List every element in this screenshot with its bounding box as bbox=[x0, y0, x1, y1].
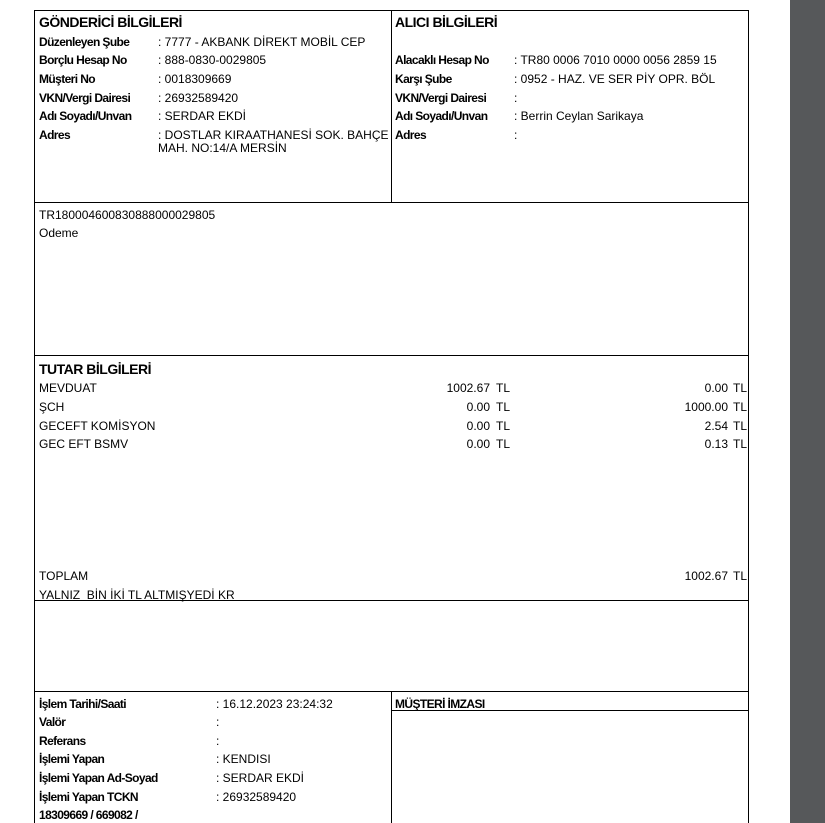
amount-debit-currency: TL bbox=[496, 400, 511, 414]
amount-item-name: MEVDUAT bbox=[39, 381, 97, 395]
header-column-divider bbox=[391, 10, 392, 202]
transaction-value: : KENDISI bbox=[216, 752, 271, 766]
amount-credit-value: 2.54 bbox=[704, 419, 728, 433]
sender-label: Adres bbox=[39, 128, 71, 142]
receiver-value: : TR80 0006 7010 0000 0056 2859 15 bbox=[514, 53, 717, 67]
frame-right-border bbox=[748, 10, 749, 823]
transaction-label: İşlemi Yapan bbox=[39, 752, 105, 766]
receiver-label: Adı Soyadı/Unvan bbox=[395, 109, 488, 123]
amount-item-name: GEC EFT BSMV bbox=[39, 437, 129, 451]
transaction-value: : bbox=[216, 715, 220, 729]
total-value: 1002.67 bbox=[684, 569, 728, 583]
description-bottom-border bbox=[34, 355, 749, 356]
transaction-value: : bbox=[216, 734, 220, 748]
sender-label: Müşteri No bbox=[39, 72, 96, 86]
amount-debit-value: 1002.67 bbox=[446, 381, 490, 395]
transaction-label: İşlemi Yapan TCKN bbox=[39, 790, 138, 804]
transaction-label: Valör bbox=[39, 715, 66, 729]
amount-credit-currency: TL bbox=[733, 381, 748, 395]
amount-debit-value: 0.00 bbox=[466, 419, 490, 433]
total-label: TOPLAM bbox=[39, 569, 89, 583]
amount-debit-value: 0.00 bbox=[466, 400, 490, 414]
amount-credit-currency: TL bbox=[733, 437, 748, 451]
total-in-words: YALNIZ BİN İKİ TL ALTMIŞYEDİ KR bbox=[39, 588, 235, 602]
total-currency: TL bbox=[733, 569, 748, 583]
receiver-label: VKN/Vergi Dairesi bbox=[395, 91, 487, 105]
sender-value: : 0018309669 bbox=[158, 72, 232, 86]
sender-value: : SERDAR EKDİ bbox=[158, 109, 247, 123]
amount-credit-value: 0.13 bbox=[704, 437, 728, 451]
amount-debit-value: 0.00 bbox=[466, 437, 490, 451]
amounts-section-title: TUTAR BİLGİLERİ bbox=[39, 361, 152, 377]
transaction-value: : 26932589420 bbox=[216, 790, 297, 804]
amount-item-name: GECEFT KOMİSYON bbox=[39, 419, 156, 433]
sender-label: VKN/Vergi Dairesi bbox=[39, 91, 131, 105]
receiver-label: Alacaklı Hesap No bbox=[395, 53, 489, 67]
receiver-label: Karşı Şube bbox=[395, 72, 452, 86]
amount-credit-currency: TL bbox=[733, 400, 748, 414]
receiver-value: : bbox=[514, 91, 518, 105]
sender-value: : 7777 - AKBANK DİREKT MOBİL CEP bbox=[158, 35, 366, 49]
header-bottom-border bbox=[34, 202, 749, 203]
sender-value: : 26932589420 bbox=[158, 91, 239, 105]
receiver-value: : bbox=[514, 128, 518, 142]
receiver-section-title: ALICI BİLGİLERİ bbox=[395, 14, 498, 30]
sender-section-title: GÖNDERİCİ BİLGİLERİ bbox=[39, 14, 182, 30]
sender-value: : 888-0830-0029805 bbox=[158, 53, 267, 67]
transaction-value: : 16.12.2023 23:24:32 bbox=[216, 697, 333, 711]
sender-address-line2: MAH. NO:14/A MERSİN bbox=[158, 141, 287, 155]
signature-title: MÜŞTERİ İMZASI bbox=[395, 697, 485, 711]
amount-credit-value: 0.00 bbox=[704, 381, 728, 395]
transaction-value: : SERDAR EKDİ bbox=[216, 771, 305, 785]
transaction-label: İşlem Tarihi/Saati bbox=[39, 697, 127, 711]
amount-item-name: ŞCH bbox=[39, 400, 65, 414]
footer-code: 18309669 / 669082 / bbox=[39, 808, 138, 822]
amount-debit-currency: TL bbox=[496, 381, 511, 395]
receiver-value: : 0952 - HAZ. VE SER PİY OPR. BÖL bbox=[514, 72, 716, 86]
amount-credit-value: 1000.00 bbox=[684, 400, 728, 414]
sender-address-line1: : DOSTLAR KIRAATHANESİ SOK. BAHÇE bbox=[158, 128, 389, 142]
sender-label: Adı Soyadı/Unvan bbox=[39, 109, 132, 123]
transaction-label: İşlemi Yapan Ad-Soyad bbox=[39, 771, 158, 785]
frame-left-border bbox=[34, 10, 35, 823]
sender-label: Düzenleyen Şube bbox=[39, 35, 130, 49]
viewer-background-gutter bbox=[790, 0, 825, 823]
amount-debit-currency: TL bbox=[496, 437, 511, 451]
description-iban: TR180004600830888000029805 bbox=[39, 208, 216, 222]
sender-label: Borçlu Hesap No bbox=[39, 53, 127, 67]
description-text: Odeme bbox=[39, 226, 79, 240]
transaction-label: Referans bbox=[39, 734, 86, 748]
receiver-value: : Berrin Ceylan Sarikaya bbox=[514, 109, 644, 123]
amount-credit-currency: TL bbox=[733, 419, 748, 433]
receiver-label: Adres bbox=[395, 128, 427, 142]
amount-debit-currency: TL bbox=[496, 419, 511, 433]
